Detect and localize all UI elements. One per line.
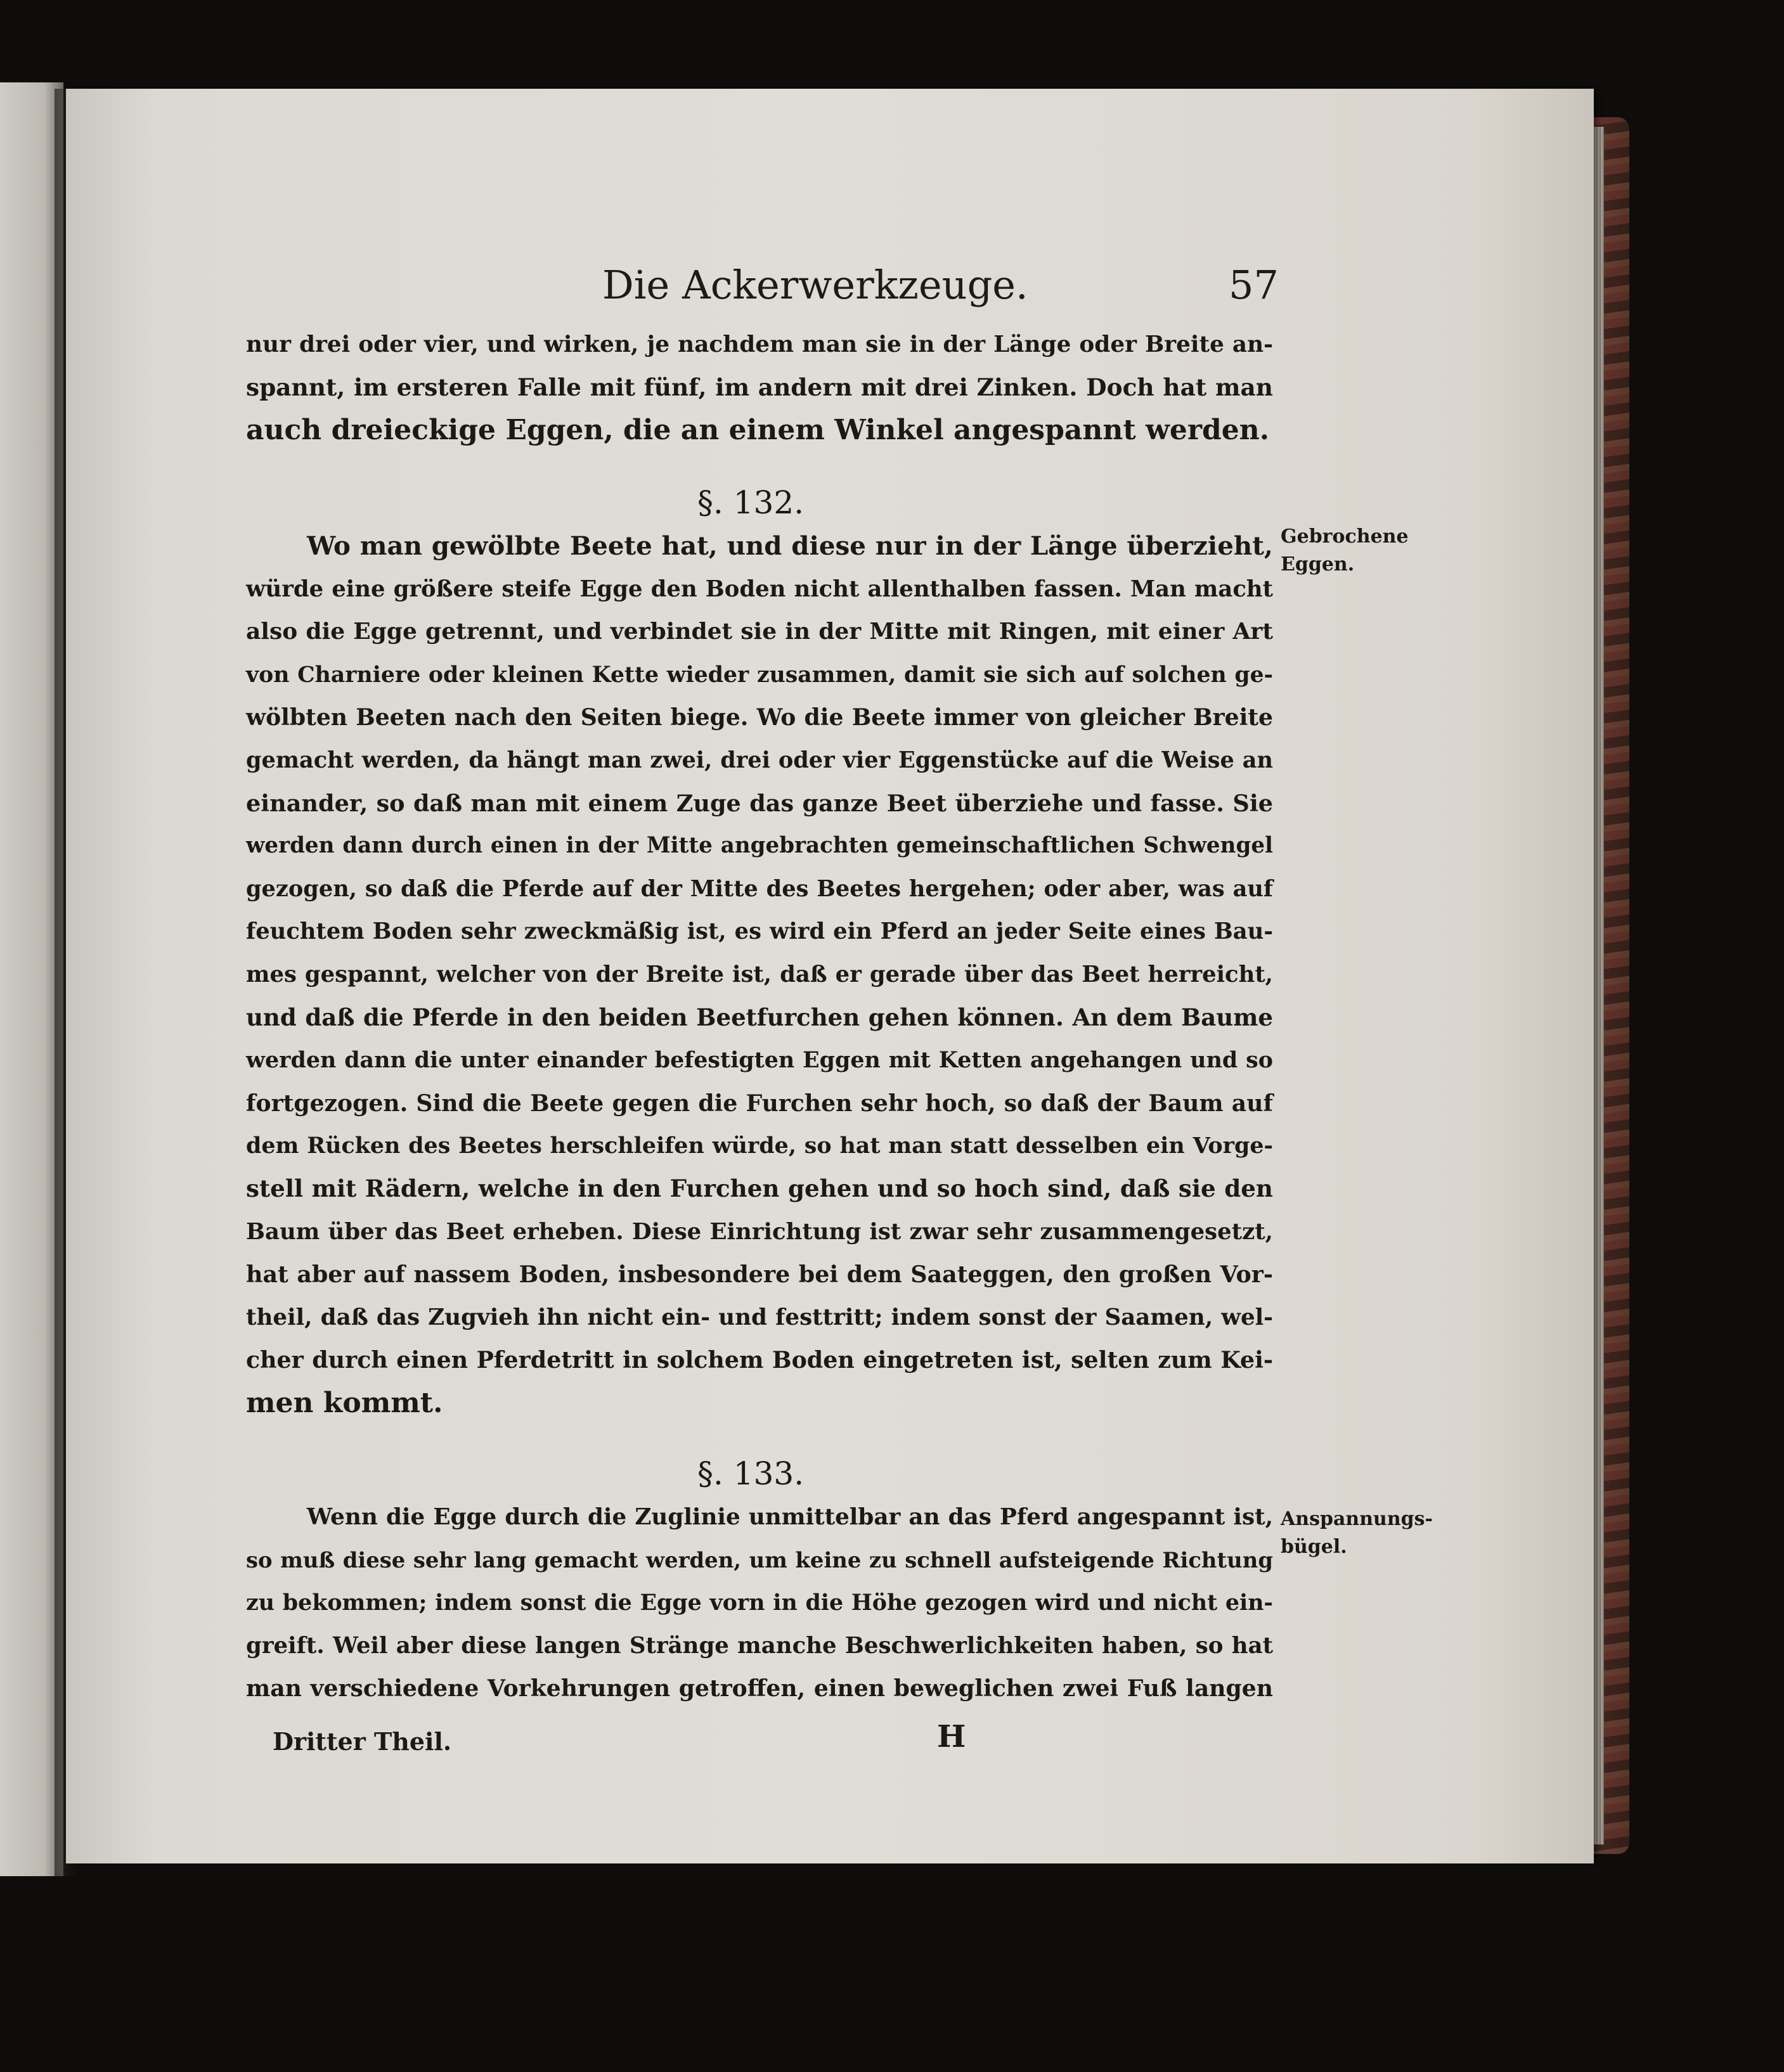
text-line: und daß die Pferde in den beiden Beetfurchen gehen können. An dem Baume — [246, 1003, 1273, 1031]
text-line: greift. Weil aber diese langen Stränge manche Beschwerlichkeiten haben, so hat — [246, 1632, 1273, 1659]
text-line: Wo man gewölbte Beete hat, und diese nur in der Länge überzieht, — [307, 531, 1273, 561]
section-133-paragraph — [246, 1496, 1273, 1710]
footer-sheet-mark: H — [937, 1719, 966, 1754]
text-line: also die Egge getrennt, und verbindet sie in der Mitte mit Ringen, mit einer Art — [246, 618, 1273, 645]
text-line: Wenn die Egge durch die Zuglinie unmittelbar an das Pferd angespannt ist, — [307, 1503, 1273, 1530]
footer-signature: Dritter Theil. — [273, 1727, 452, 1756]
text-line: theil, daß das Zugvieh ihn nicht ein- und festtritt; indem sonst der Saamen, wel- — [246, 1304, 1273, 1330]
margin-note-line: Gebrochene — [1281, 525, 1409, 548]
text-line: werden dann die unter einander befestigten Eggen mit Ketten angehangen und so — [246, 1047, 1273, 1074]
text-line: feuchtem Boden sehr zweckmäßig ist, es wird ein Pferd an jeder Seite eines Bau- — [246, 918, 1273, 945]
text-line: man verschiedene Vorkehrungen getroffen, einen beweglichen zwei Fuß langen — [246, 1675, 1273, 1702]
text-line: wölbten Beeten nach den Seiten biege. Wo die Beete immer von gleicher Breite — [246, 704, 1273, 731]
text-line: zu bekommen; indem sonst die Egge vorn in die Höhe gezogen wird und nicht ein- — [246, 1590, 1273, 1616]
text-line: werden dann durch einen in der Mitte angebrachten gemeinschaftlichen Schwengel — [246, 833, 1273, 859]
running-header-title: Die Ackerwerkzeuge. — [602, 262, 1028, 308]
text-line: men kommt. — [246, 1386, 443, 1419]
text-line: fortgezogen. Sind die Beete gegen die Furchen sehr hoch, so daß der Baum auf — [246, 1089, 1273, 1117]
text-line: einander, so daß man mit einem Zuge das ganze Beet überziehe und fasse. Sie — [246, 789, 1273, 817]
margin-note-133 — [1281, 1505, 1433, 1561]
margin-note-line: Eggen. — [1281, 553, 1355, 576]
section-heading-133: §. 133. — [697, 1455, 805, 1492]
margin-note-132 — [1281, 523, 1409, 579]
text-line: nur drei oder vier, und wirken, je nachdem man sie in der Länge oder Breite an- — [246, 331, 1273, 357]
text-line: hat aber auf nassem Boden, insbesondere bei dem Saateggen, den großen Vor- — [246, 1261, 1273, 1289]
left-page-edge — [0, 82, 63, 1876]
text-line: würde eine größere steife Egge den Boden nicht allenthalben fassen. Man macht — [246, 576, 1273, 602]
text-line: cher durch einen Pferdetritt in solchem Boden eingetreten ist, selten zum Kei- — [246, 1346, 1273, 1374]
text-line: stell mit Rädern, welche in den Furchen gehen und so hoch sind, daß sie den — [246, 1174, 1273, 1202]
text-line: von Charniere oder kleinen Kette wieder zusammen, damit sie sich auf solchen ge- — [246, 661, 1273, 688]
section-132-paragraph — [246, 525, 1273, 1424]
text-line: mes gespannt, welcher von der Breite ist, daß er gerade über das Beet herreicht, — [246, 961, 1273, 988]
margin-note-line: Anspannungs- — [1281, 1508, 1433, 1530]
text-line: gemacht werden, da hängt man zwei, drei oder vier Eggenstücke auf die Weise an — [246, 747, 1273, 773]
text-line: so muß diese sehr lang gemacht werden, um keine zu schnell aufsteigende Richtung — [246, 1547, 1273, 1573]
text-line: spannt, im ersteren Falle mit fünf, im andern mit drei Zinken. Doch hat man — [246, 373, 1273, 401]
intro-paragraph — [246, 323, 1273, 452]
text-line: auch dreieckige Eggen, die an einem Winkel angespannt werden. — [246, 414, 1270, 447]
text-line: dem Rücken des Beetes herschleifen würde, so hat man statt desselben ein Vorge- — [246, 1133, 1273, 1159]
section-heading-132: §. 132. — [697, 484, 805, 521]
page-number: 57 — [1229, 262, 1279, 308]
text-line: Baum über das Beet erheben. Diese Einrichtung ist zwar sehr zusammengesetzt, — [246, 1218, 1273, 1245]
text-line: gezogen, so daß die Pferde auf der Mitte des Beetes hergehen; oder aber, was auf — [246, 875, 1273, 902]
margin-note-line: bügel. — [1281, 1536, 1347, 1558]
